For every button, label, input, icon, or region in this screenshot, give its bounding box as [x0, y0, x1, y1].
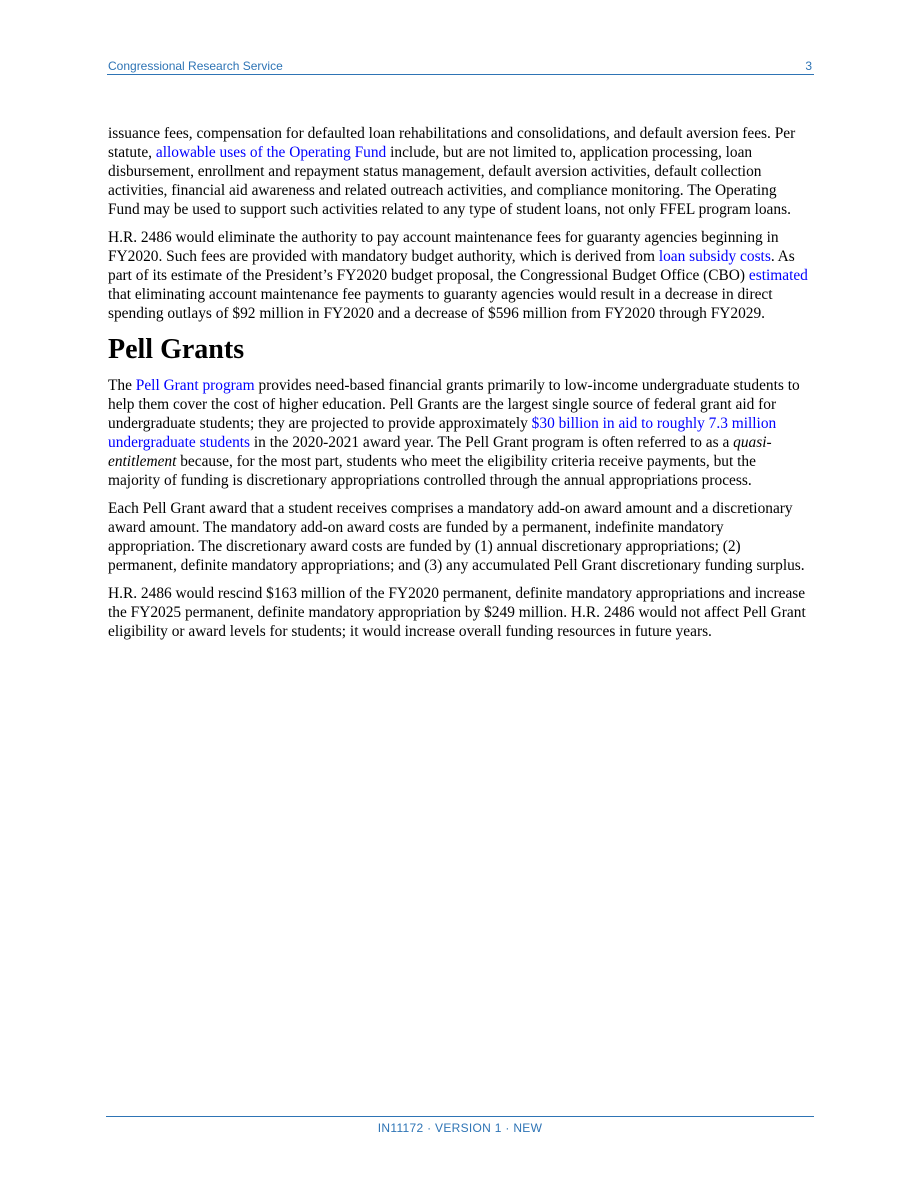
text-run: . As part of its estimate of the President’s FY2020 budget proposal, the Congressional Budget Office (CBO): [108, 248, 795, 284]
text-run: because, for the most part, students who meet the eligibility criteria receive payments, but the majority of funding is discretionary appropriations controlled through the annual appropriations process.: [108, 453, 756, 489]
link-30-billion-aid[interactable]: $30 billion in aid to roughly 7.3 million undergraduate students: [108, 415, 777, 451]
paragraph-pell-award-components: Each Pell Grant award that a student receives comprises a mandatory add-on award amount and a discretionary award amount. The mandatory add-on award costs are funded by a permanent, indefinite mandatory appropriation. The discretionary award costs are funded by (1) annual discretionary appropriations; (2) permanent, definite mandatory appropriations; and (3) any accumulated Pell Grant discretionary funding surplus.: [108, 500, 805, 574]
page-number: 3: [805, 59, 812, 73]
link-pell-grant-program[interactable]: Pell Grant program: [135, 377, 255, 394]
text-run: H.R. 2486 would eliminate the authority to pay account maintenance fees for guaranty agencies beginning in FY2020. Such fees are provided with mandatory budget authority, which is derived from: [108, 229, 779, 265]
text-run: The: [108, 377, 136, 394]
page-footer: IN11172 · VERSION 1 · NEW: [377, 1121, 543, 1135]
text-run: include, but are not limited to, application processing, loan disbursement, enrollment and repayment status management, default aversion activities, default collection activities, financial aid awareness and related outreach activities, and compliance monitoring. The Operating Fund may be used to support such activities related to any type of student loans, not only FFEL program loans.: [108, 144, 791, 218]
text-run: issuance fees, compensation for defaulted loan rehabilitations and consolidations, and default aversion fees. Per statute,: [108, 125, 796, 161]
paragraph-operating-fund: [108, 124, 810, 219]
link-loan-subsidy-costs[interactable]: loan subsidy costs: [658, 248, 771, 265]
link-allowable-uses[interactable]: allowable uses of the Operating Fund: [155, 144, 387, 161]
text-run: that eliminating account maintenance fee payments to guaranty agencies would result in a decrease in direct spending outlays of $92 million in FY2020 and a decrease of $596 million from FY2020 through FY2029.: [108, 286, 773, 322]
footer-divider: [106, 1116, 814, 1117]
page-header: [107, 58, 814, 75]
text-run: provides need-based financial grants primarily to low-income undergraduate students to help them cover the cost of higher education. Pell Grants are the largest single source of federal grant aid for undergraduate students; they are projected to provide approximately: [108, 377, 800, 432]
text-run: in the 2020-2021 award year. The Pell Grant program is often referred to as a: [250, 434, 734, 451]
section-heading-pell-grants: Pell Grants: [108, 334, 245, 365]
header-source: Congressional Research Service: [108, 59, 283, 73]
paragraph-hr2486-rescind: H.R. 2486 would rescind $163 million of the FY2020 permanent, definite mandatory appropriations and increase the FY2025 permanent, definite mandatory appropriation by $249 million. H.R. 2486 would not affect Pell Grant eligibility or award levels for students; it would increase overall funding resources in future years.: [108, 585, 806, 640]
document-body: [108, 124, 810, 650]
paragraph-account-maintenance: [108, 228, 810, 323]
link-estimated[interactable]: estimated: [748, 267, 808, 284]
paragraph-pell-program: [108, 376, 810, 490]
emphasis-quasi-entitlement: quasi-entitlement: [108, 434, 772, 470]
